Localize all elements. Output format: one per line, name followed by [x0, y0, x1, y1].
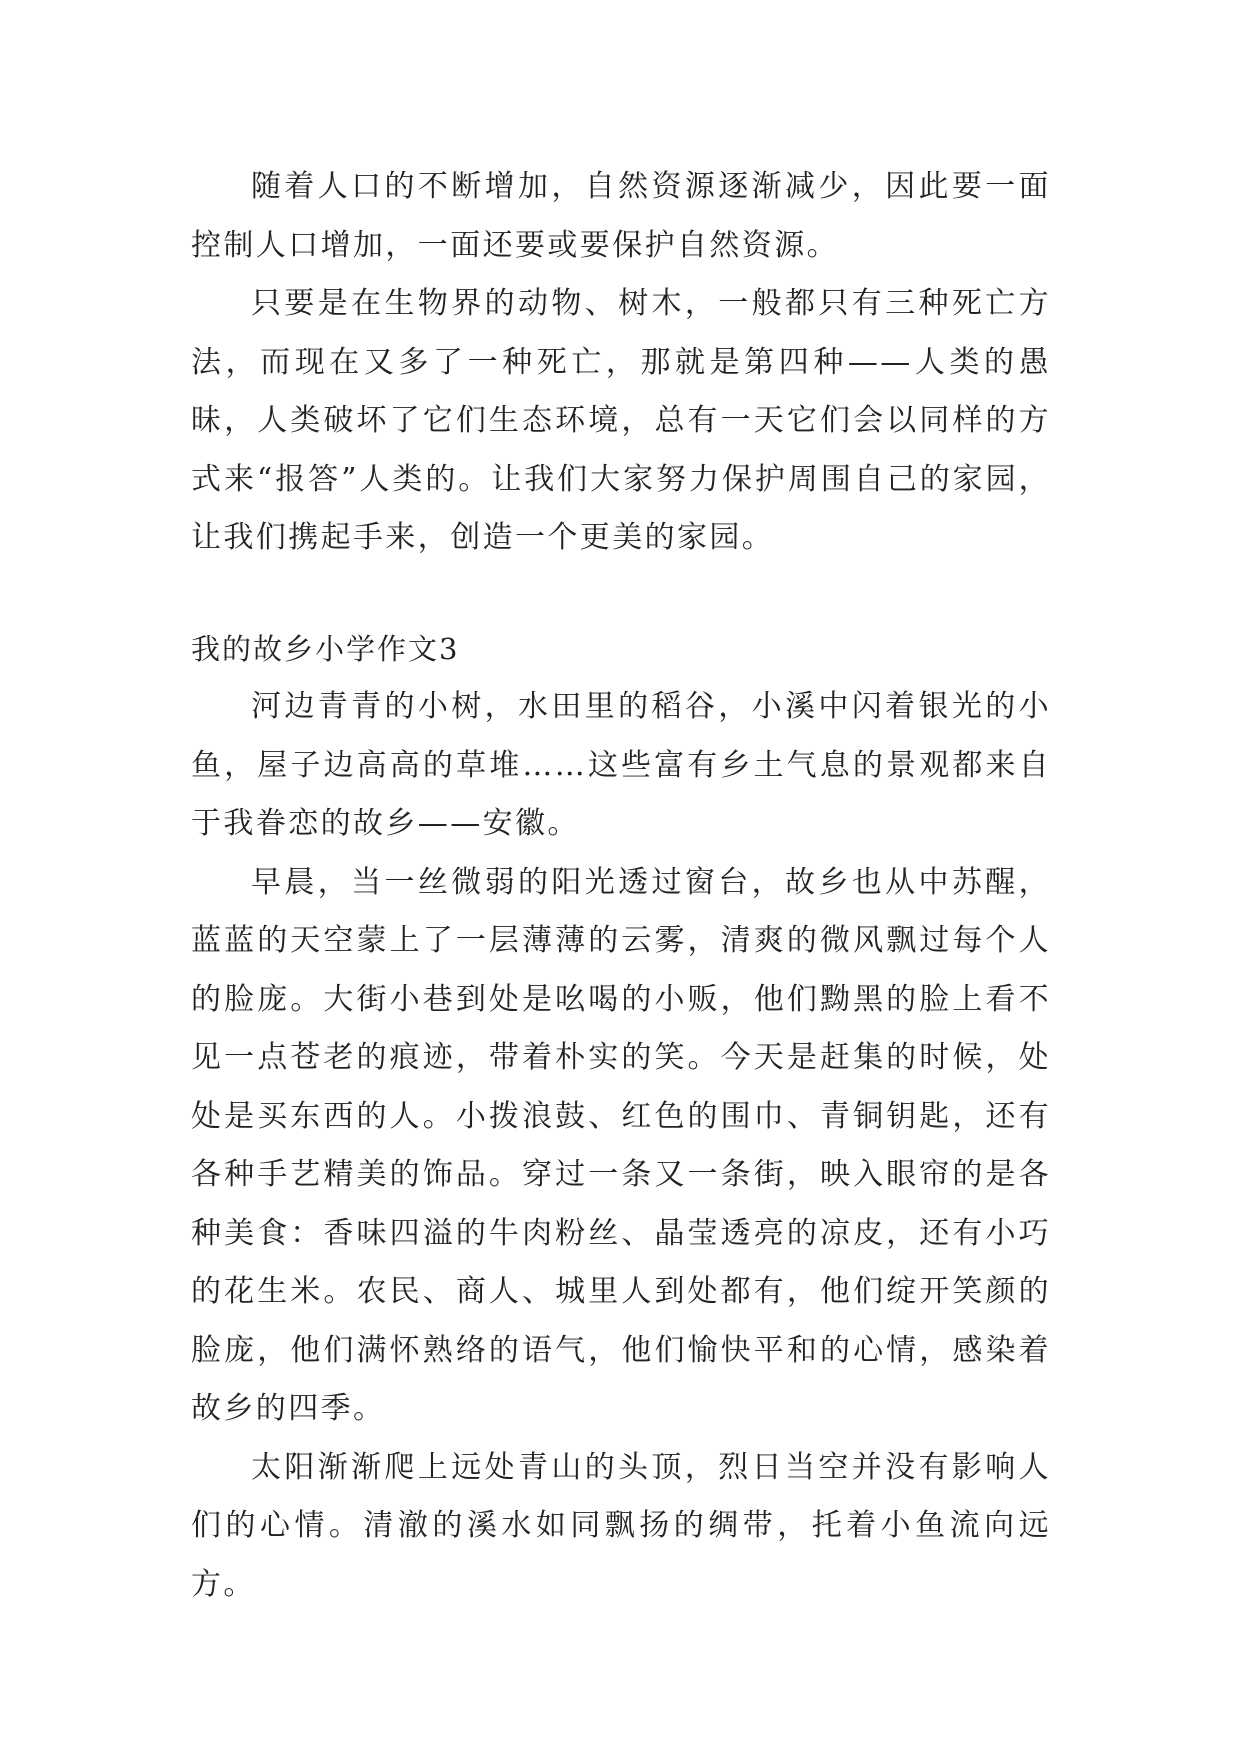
- paragraph-hometown-intro: 河边青青的小树，水田里的稻谷，小溪中闪着银光的小鱼，屋子边高高的草堆……这些富有乡土气息的景观都来自于我眷恋的故乡——安徽。: [191, 689, 1051, 841]
- section-title: 我的故乡小学作文3: [191, 631, 460, 666]
- document-body: [191, 158, 1051, 1614]
- paragraph-resources: 随着人口的不断增加，自然资源逐渐减少，因此要一面控制人口增加，一面还要或要保护自然资源。: [191, 169, 1051, 263]
- paragraph-fourth-death: 只要是在生物界的动物、树木，一般都只有三种死亡方法，而现在又多了一种死亡，那就是第四种——人类的愚昧，人类破坏了它们生态环境，总有一天它们会以同样的方式来“报答”人类的。让我们大家努力保护周围自己的家园，让我们携起手来，创造一个更美的家园。: [191, 286, 1051, 555]
- paragraph-midday: 太阳渐渐爬上远处青山的头顶，烈日当空并没有影响人们的心情。清澈的溪水如同飘扬的绸带，托着小鱼流向远方。: [191, 1449, 1051, 1602]
- paragraph-morning-market: 早晨，当一丝微弱的阳光透过窗台，故乡也从中苏醒，蓝蓝的天空蒙上了一层薄薄的云雾，清爽的微风飘过每个人的脸庞。大街小巷到处是吆喝的小贩，他们黝黑的脸上看不见一点苍老的痕迹，带着朴实的笑。今天是赶集的时候，处处是买东西的人。小拨浪鼓、红色的围巾、青铜钥匙，还有各种手艺精美的饰品。穿过一条又一条街，映入眼帘的是各种美食：香味四溢的牛肉粉丝、晶莹透亮的凉皮，还有小巧的花生米。农民、商人、城里人到处都有，他们绽开笑颜的脸庞，他们满怀熟络的语气，他们愉快平和的心情，感染着故乡的四季。: [191, 864, 1051, 1426]
